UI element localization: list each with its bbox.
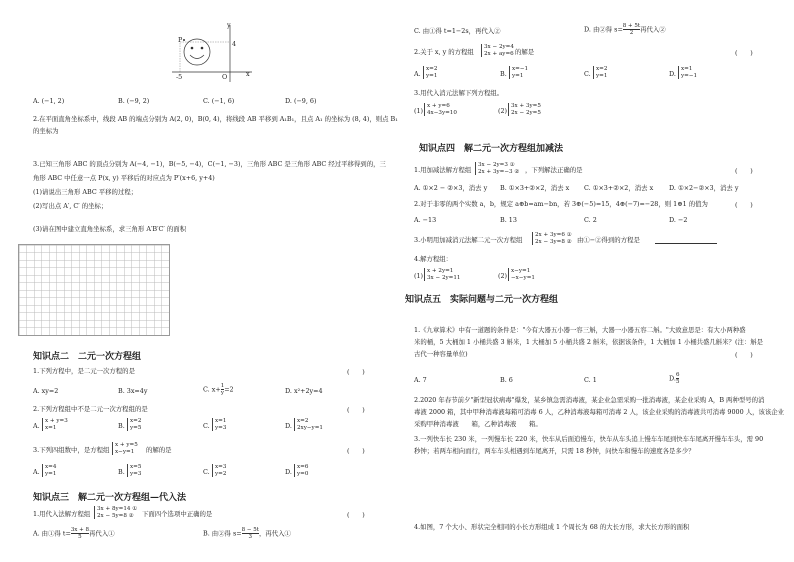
r4q1-option-d[interactable]: D. ①×2−②×3，消去 y — [669, 184, 739, 192]
r4q3-system: 2x + 3y=6 ① 2x − 3y=8 ② — [532, 232, 572, 245]
r4q4-system-1: x + 2y=1 3x − 2y=11 — [424, 268, 460, 281]
r4q1-option-b[interactable]: B. ①×3+②×2，消去 x — [500, 184, 570, 192]
answer-bracket[interactable]: ( ) — [347, 447, 365, 455]
r5q3-line-1: 3.一列快车长 230 米，一列慢车长 220 米，快车从后面追慢车，快车从车头追上慢车车尾到快车车尾离开慢车车头，需 90 — [414, 435, 764, 443]
rq2-letter-c[interactable]: C. — [584, 70, 591, 78]
r4q3-tail: 由①−②得到的方程是 — [577, 236, 640, 244]
rq2-option-d: x=1 y=−1 — [678, 66, 697, 79]
rq1-option-d[interactable]: D. 由②得 s= $\frac{8 + 5t}{2}$ 再代入② — [584, 23, 666, 36]
rq2-option-a: x=2 y=1 — [423, 66, 437, 79]
s3q1-option-b[interactable]: B. 由②得 s= $\frac{8 - 5t}{3}$ ，再代入① — [203, 527, 291, 540]
answer-bracket[interactable]: ( ) — [347, 406, 365, 414]
answer-bracket[interactable]: ( ) — [735, 49, 753, 57]
s2q3-option-a: x=4 y=1 — [42, 464, 56, 477]
section-5-title: 知识点五 实际问题与二元一次方程组 — [405, 295, 559, 305]
option-d[interactable]: D. (−9, 6) — [285, 97, 317, 105]
fig-x-label: x — [246, 70, 250, 78]
r-question-2: 2.关于 x, y 的方程组 — [414, 48, 474, 56]
rq2-tail: 的解是 — [515, 48, 535, 56]
r4q2-option-c[interactable]: C. 2 — [584, 216, 597, 224]
r4-question-3: 3.小明用加减消元法解二元一次方程组 — [414, 236, 523, 244]
s2q2-letter-d[interactable]: D. — [285, 422, 292, 430]
option-a[interactable]: A. (−1, 2) — [33, 97, 65, 105]
r5q1-option-a[interactable]: A. 7 — [414, 376, 427, 384]
rq2-letter-a[interactable]: A. — [414, 70, 421, 78]
s2q3-letter-c[interactable]: C. — [203, 468, 210, 476]
r5q1-line-1: 1.《九章算术》中有一道题的条件是："今有大器五小器一容三斛，大器一小器五容二斛。"大致意思是：有大小两种盛 — [414, 326, 746, 334]
r4q2-option-b[interactable]: B. 13 — [500, 216, 517, 224]
s2q1-option-c[interactable]: C. x+ $\frac{1}{y}$ =2 — [203, 383, 234, 396]
s3q1-system: 3x + 8y=14 ① 2x − 5y=8 ② — [94, 506, 137, 519]
smiley-face — [184, 39, 210, 65]
right-page — [397, 0, 794, 562]
s2q2-letter-a[interactable]: A. — [33, 422, 40, 430]
option-b[interactable]: B. (−9, 2) — [118, 97, 150, 105]
rq3-system-2: 3x + 3y=5 2x − 2y=5 — [508, 103, 541, 116]
r4q1-option-c[interactable]: C. ①×3+②×2，消去 x — [584, 184, 654, 192]
answer-bracket[interactable]: ( ) — [735, 351, 753, 359]
rq1-option-c[interactable]: C. 由①得 t=1−2s，再代入② — [414, 27, 501, 35]
s2q2-system-b: x=2 y=5 — [127, 418, 141, 431]
question-3-line-2: 角形 ABC 中任意一点 P(x, y) 平移后的对应点为 P′(x+6, y+4) — [33, 174, 215, 182]
s2q3-system: x + y=5 x−y=1 — [112, 442, 138, 455]
r4q1-tail: ，下列解法正确的是 — [525, 166, 583, 174]
r5q2-line-2: 毒液 2000 箱，其中甲种消毒液每箱可消毒 6 人，乙种消毒液每箱可消毒 2 人，该企业采购的消毒液共可消毒 9000 人，该该企业 — [414, 408, 785, 416]
section-2-title: 知识点二 二元一次方程组 — [33, 352, 142, 362]
fig-tick-x: -5 — [176, 73, 183, 81]
r4q2-option-a[interactable]: A. −13 — [414, 216, 437, 224]
rq2-letter-d[interactable]: D. — [669, 70, 676, 78]
r4q3-answer-blank[interactable] — [655, 243, 717, 244]
question-2-line-2: 的坐标为 — [33, 127, 59, 135]
s3q1-option-a[interactable]: A. 由①得 t= $\frac{3x + 8}{5}$ 再代入① — [33, 527, 115, 540]
question-3-part-1: (1)请说出三角形 ABC 平移的过程； — [33, 188, 138, 196]
s2q3-option-b: x=5 y=3 — [127, 464, 141, 477]
s2-question-2: 2.下列方程组中不是二元一次方程组的是 — [33, 405, 148, 413]
option-c[interactable]: C. (−1, 6) — [203, 97, 235, 105]
s3-question-1: 1.用代入法解方程组 — [33, 510, 91, 518]
s2q1-option-a[interactable]: A. xy=2 — [33, 387, 59, 395]
fig-y-label: y — [227, 21, 231, 29]
s2q2-system-c: x=1 y=3 — [212, 418, 226, 431]
answer-bracket[interactable]: ( ) — [347, 368, 365, 376]
fig-o-label: O — [222, 73, 228, 81]
r4-question-2: 2.对于非零的两个实数 a，b，规定 a⊕b=am−bn，若 3⊕(−5)=15，4⊕(−7)=−28，则 1⊕1 的值为 — [414, 200, 708, 208]
s2-question-1: 1.下列方程中，是二元一次方程的是 — [33, 367, 135, 375]
s2q1-option-b[interactable]: B. 3x=4y — [118, 387, 148, 395]
section-3-title: 知识点三 解二元一次方程组—代入法 — [33, 493, 187, 503]
r5-question-4: 4.如图，7 个大小、形状完全相同的小长方形组成 1 个周长为 68 的大长方形，求大长方形的面积 — [414, 523, 690, 531]
s2q3-letter-a[interactable]: A. — [33, 468, 40, 476]
s2q3-option-d: x=6 y=0 — [294, 464, 308, 477]
question-3-part-3: (3)请在图中建立直角坐标系，求三角形 A′B′C′ 的面积 — [33, 225, 187, 233]
section-4-title: 知识点四 解二元一次方程组加减法 — [419, 144, 564, 154]
question-3-line-1: 3.已知三角形 ABC 的顶点分别为 A(−4, −1)，B(−5, −4)，C(−1, −3)，三角形 ABC 是三角形 ABC 经过平移得到的，三 — [33, 160, 386, 168]
rq3-num-2: (2) — [498, 107, 508, 115]
s2q3-letter-d[interactable]: D. — [285, 468, 292, 476]
s2q3-option-c: x=3 y=2 — [212, 464, 226, 477]
s3q1-tail: 下面四个选项中正确的是 — [142, 510, 213, 518]
s2q3-tail: 的解的是 — [146, 446, 172, 454]
question-2-line-1: 2.在平面直角坐标系中，线段 AB 的端点分别为 A(2, 0)，B(0, 4)，将线段 AB 平移到 A₁B₁，且点 A₁ 的坐标为 (8, 4)，则点 B₁ — [33, 115, 398, 123]
rq3-system-1: x + y=6 4x−3y=10 — [424, 103, 457, 116]
r5q1-line-2: 米的桶，5 大桶加 1 小桶共盛 3 斛米，1 大桶加 5 小桶共盛 2 斛米，依据该条件，1 大桶加 1 小桶共盛几斛米？(注：斛是 — [414, 338, 764, 346]
r-question-3: 3.用代入消元法解下列方程组。 — [414, 89, 504, 97]
answer-grid[interactable] — [18, 244, 170, 336]
r4q1-option-a[interactable]: A. ①×2 − ②×3，消去 y — [414, 184, 488, 192]
answer-bracket[interactable]: ( ) — [347, 511, 365, 519]
r4q4-num-2: (2) — [498, 272, 508, 280]
r5q3-line-2: 秒钟；若两车相向而行，两车车头相遇到车尾离开，只需 18 秒钟，问快车和慢车的速度各是多少？ — [414, 447, 695, 455]
s2q2-system-d: x=2 2xy−y=1 — [294, 418, 323, 431]
r4q4-system-2: x−y=1 −x−y=1 — [508, 268, 535, 281]
fig-p-label: P — [178, 36, 183, 44]
r4q4-num-1: (1) — [414, 272, 424, 280]
r5q1-line-3: 古代一种容量单位) — [414, 350, 468, 358]
fig-tick-y: 4 — [232, 40, 237, 48]
r5q2-line-3: 采购甲种消毒液 箱，乙种消毒液 箱。 — [414, 420, 542, 428]
r4-question-4: 4.解方程组： — [414, 255, 453, 263]
r5q1-option-d[interactable]: D. $\frac{6}{5}$ — [669, 372, 680, 385]
s2q2-system-a: x + y=3 x=1 — [42, 418, 68, 431]
s2-question-3: 3.下列四组数中，是方程组 — [33, 446, 110, 454]
answer-bracket[interactable]: ( ) — [735, 201, 753, 209]
r5q2-line-1: 2.2020 年春节前夕"新型冠状病毒"爆发，某乡镇急需消毒液，某企业急需采购一批消毒液，某企业采购 A，B 两种型号的消 — [414, 396, 765, 404]
r5q1-option-b[interactable]: B. 6 — [500, 376, 513, 384]
rq2-system: 3x − 2y=4 2x + ay=6 — [481, 44, 514, 57]
r4q2-option-d[interactable]: D. −2 — [669, 216, 688, 224]
answer-bracket[interactable]: ( ) — [735, 167, 753, 175]
rq2-option-b: x=−1 y=1 — [509, 66, 528, 79]
r5q1-option-c[interactable]: C. 1 — [584, 376, 597, 384]
rq3-num-1: (1) — [414, 107, 424, 115]
s2q2-letter-c[interactable]: C. — [203, 422, 210, 430]
s2q1-option-d[interactable]: D. x²+2y=4 — [285, 387, 323, 395]
s2q3-letter-b[interactable]: B. — [118, 468, 125, 476]
question-3-part-2: (2)写出点 A′, C′ 的坐标； — [33, 202, 108, 210]
r4q1-system: 3x − 2y=3 ① 2x + 3y=−3 ② — [475, 162, 519, 175]
r4-question-1: 1.用加减法解方程组 — [414, 166, 472, 174]
rq2-option-c: x=2 y=1 — [593, 66, 607, 79]
s2q2-letter-b[interactable]: B. — [118, 422, 125, 430]
rq2-letter-b[interactable]: B. — [500, 70, 507, 78]
